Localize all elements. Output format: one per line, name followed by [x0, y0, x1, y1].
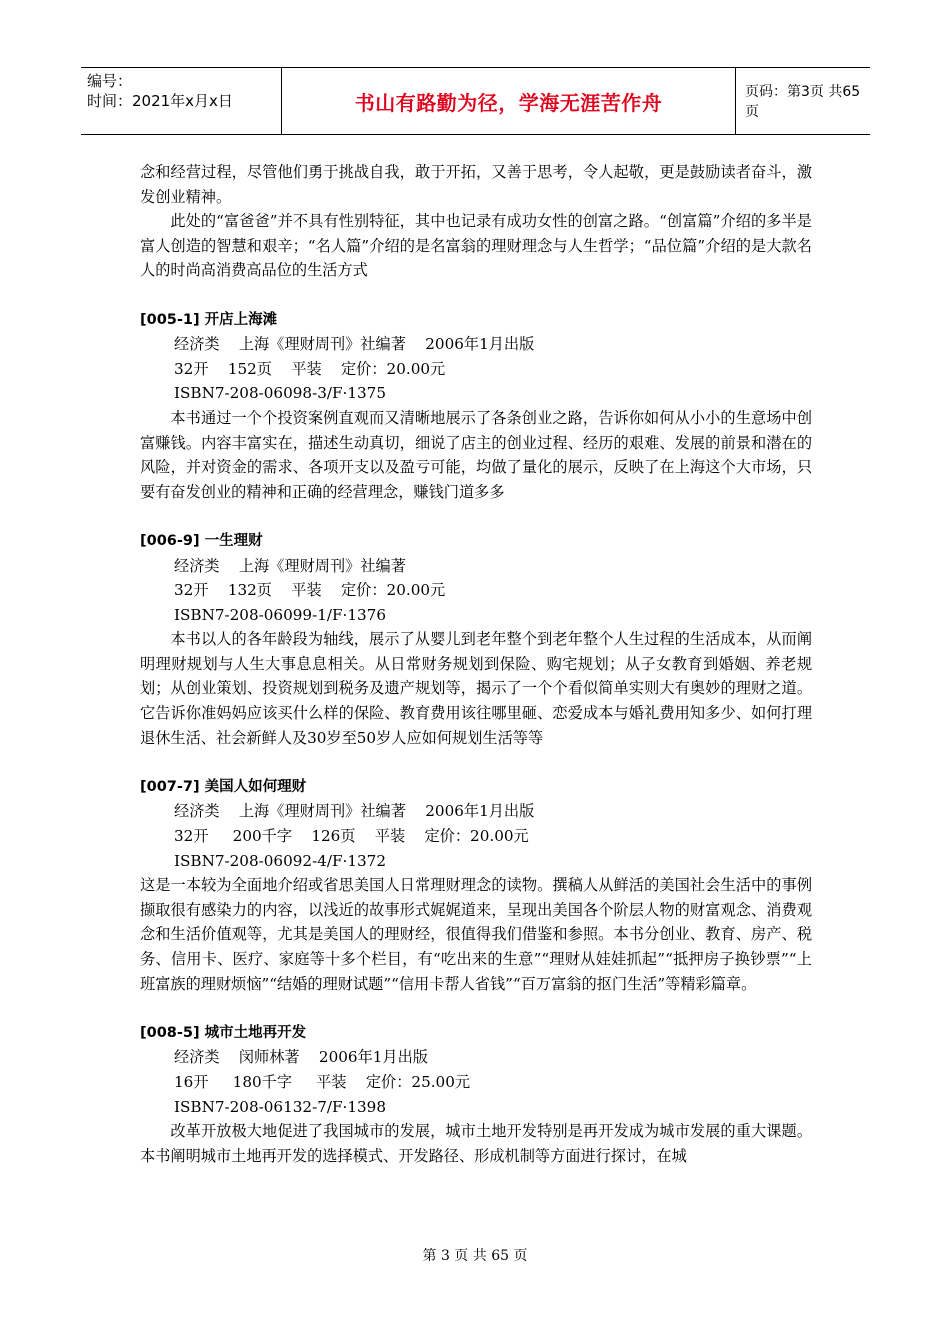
book-publisher-line: 经济类 上海《理财周刊》社编著 2006年1月出版 [174, 335, 535, 354]
book-title: [007-7] 美国人如何理财 [140, 778, 307, 795]
book-isbn: ISBN7-208-06092-4/F·1372 [174, 851, 387, 870]
book-entry [140, 308, 812, 505]
header-page-label: 页码：第3页 共65页 [745, 84, 861, 120]
book-description: 本书以人的各年龄段为轴线，展示了从婴儿到老年整个到老年整个人生过程的生活成本，从而阐明理财规划与人生大事息息相关。从日常财务规划到保险、购宅规划；从子女教育到婚姻、养老规划；从创业策划、投资规划到税务及遗产规划等，揭示了一个个看似简单实则大有奥妙的理财之道。它告诉你准妈妈应该买什么样的保险、教育费用该往哪里砸、恋爱成本与婚礼费用知多少、如何打理退休生活、社会新鲜人及30岁至50岁人应如何规划生活等等 [140, 630, 812, 747]
book-isbn: ISBN7-208-06132-7/F·1398 [174, 1097, 387, 1116]
document-time-label: 时间：2021年x月x日 [87, 92, 233, 110]
header-motto-cell [282, 68, 736, 134]
page-header [81, 67, 870, 135]
book-format-line: 32开 132页 平装 定价：20.00元 [174, 581, 446, 600]
header-left-cell [81, 68, 282, 134]
document-number-label: 编号： [87, 72, 133, 90]
book-title: [008-5] 城市土地再开发 [140, 1024, 307, 1041]
book-description: 改革开放极大地促进了我国城市的发展，城市土地开发特别是再开发成为城市发展的重大课题。本书阐明城市土地再开发的选择模式、开发路径、形成机制等方面进行探讨，在城 [140, 1122, 812, 1165]
book-title: [005-1] 开店上海滩 [140, 311, 278, 328]
book-publisher-line: 经济类 闵师林著 2006年1月出版 [174, 1048, 428, 1067]
book-publisher-line: 经济类 上海《理财周刊》社编著 [174, 556, 406, 575]
page-footer: 第 3 页 共 65 页 [422, 1248, 528, 1264]
header-page-cell [736, 68, 870, 134]
book-format-line: 32开 200千字 126页 平装 定价：20.00元 [174, 827, 529, 846]
book-description: 这是一本较为全面地介绍或省思美国人日常理财理念的读物。撰稿人从鲜活的美国社会生活中的事例撷取很有感染力的内容，以浅近的故事形式娓娓道来，呈现出美国各个阶层人物的财富观念、消费观念和生活价值观等，尤其是美国人的理财经，很值得我们借鉴和参照。本书分创业、教育、房产、税务、信用卡、医疗、家庭等十多个栏目，有“吃出来的生意”“理财从娃娃抓起”“抵押房子换钞票”“上班富族的理财烦恼”“结婚的理财试题”“信用卡帮人省钱”“百万富翁的抠门生活”等精彩篇章。 [140, 876, 812, 993]
book-format-line: 16开 180千字 平装 定价：25.00元 [174, 1072, 471, 1091]
book-title: [006-9] 一生理财 [140, 532, 263, 549]
header-motto: 书山有路勤为径，学海无涯苦作舟 [354, 90, 663, 115]
book-isbn: ISBN7-208-06099-1/F·1376 [174, 605, 387, 624]
intro-paragraph-2: 此处的“富爸爸”并不具有性别特征，其中也记录有成功女性的创富之路。“创富篇”介绍的多半是富人创造的智慧和艰辛；“名人篇”介绍的是名富翁的理财理念与人生哲学；“品位篇”介绍的是大款名人的时尚高消费高品位的生活方式 [140, 212, 812, 280]
book-isbn: ISBN7-208-06098-3/F·1375 [174, 384, 387, 403]
book-publisher-line: 经济类 上海《理财周刊》社编著 2006年1月出版 [174, 802, 535, 821]
intro-paragraph-1: 念和经营过程，尽管他们勇于挑战自我，敢于开拓，又善于思考，令人起敬，更是鼓励读者奋斗，激发创业精神。 [140, 163, 812, 206]
book-entry [140, 775, 812, 996]
book-format-line: 32开 152页 平装 定价：20.00元 [174, 359, 446, 378]
book-entry [140, 1021, 812, 1169]
book-description: 本书通过一个个投资案例直观而又清晰地展示了各条创业之路，告诉你如何从小小的生意场中创富赚钱。内容丰富实在，描述生动真切，细说了店主的创业过程、经历的艰难、发展的前景和潜在的风险，并对资金的需求、各项开支以及盈亏可能，均做了量化的展示，反映了在上海这个大市场，只要有奋发创业的精神和正确的经营理念，赚钱门道多多 [140, 408, 812, 501]
document-body [140, 160, 812, 1168]
book-entry [140, 529, 812, 750]
